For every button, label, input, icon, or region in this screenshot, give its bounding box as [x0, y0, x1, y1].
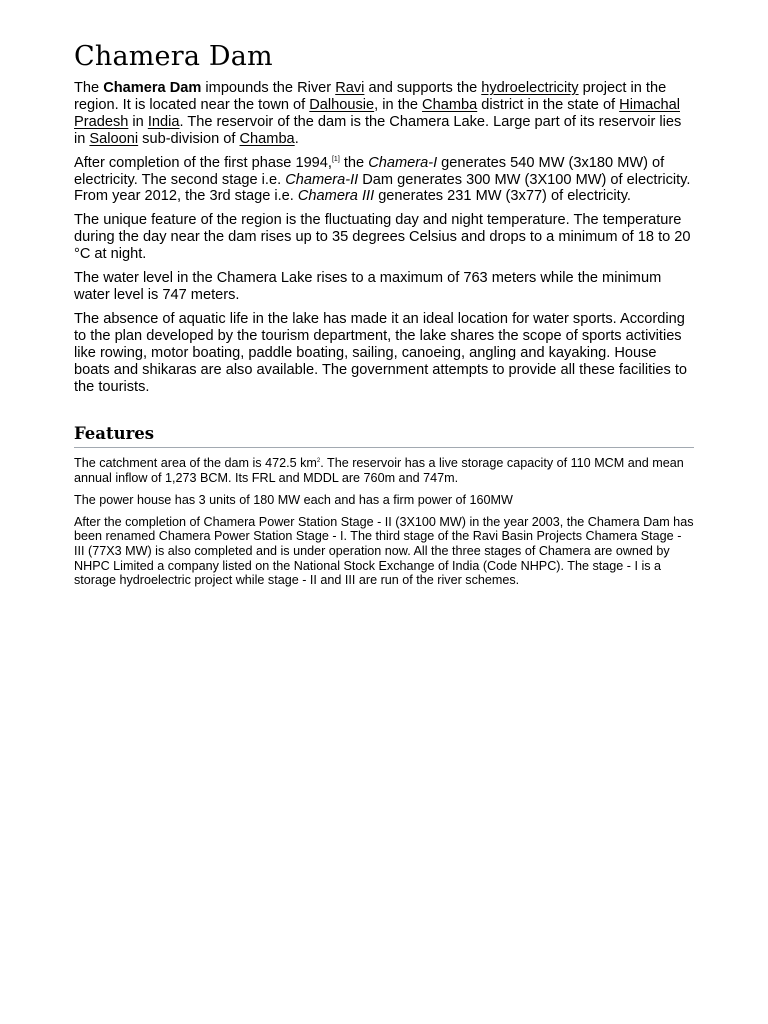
- lead-text: sub-division of: [138, 130, 240, 147]
- lead-text: The: [74, 80, 104, 96]
- features-paragraph-2: The power house has 3 units of 180 MW each and has a firm power of 160MW: [74, 492, 513, 507]
- lead-text: project in the region. It is located near the town of: [74, 80, 667, 113]
- link-salooni[interactable]: Salooni: [89, 130, 139, 147]
- lead-text: Dam generates 300 MW (3X100 MW) of electricity. From year 2012, the 3rd stage i.e.: [74, 171, 691, 205]
- lead-text: generates 540 MW (3x180 MW) of electricity. The second stage i.e.: [74, 154, 665, 188]
- features-text: The catchment area of the dam is 472.5 km: [74, 456, 317, 471]
- lead-text: . The reservoir of the dam is the Chamera Lake. Large part of its reservoir lies in: [74, 113, 682, 147]
- features-heading: Features: [74, 423, 694, 448]
- lead-text: district in the state of: [477, 96, 620, 113]
- features-paragraph-3: After the completion of Chamera Power Station Stage - II (3X100 MW) in the year 2003, the Chamera Dam has been renamed Chamera Power Station Stage - I. The third stage of the Ravi Basin Projects Chamera Stage - III (77X3 MW) is also completed and is under operation now. All the three stages of Chamera are owned by NHPC Limited a company listed on the National Stock Exchange of India (Code NHPC). The stage - I is a storage hydroelectric project while stage - II and III are run of the river schemes.: [74, 514, 694, 588]
- lead-text: impounds the River: [201, 80, 336, 96]
- link-india[interactable]: India: [147, 113, 180, 130]
- lead-text: After completion of the first phase 1994,: [74, 154, 332, 171]
- reference-link[interactable]: [1]: [331, 155, 340, 163]
- page-title: Chamera Dam: [74, 41, 273, 72]
- lead-paragraph-3: The unique feature of the region is the fluctuating day and night temperature. The temperature during the day near the dam rises up to 35 degrees Celsius and drops to a minimum of 18 to 20 °C at night.: [74, 212, 691, 263]
- lead-text: and supports the: [364, 80, 482, 96]
- link-himachal-pradesh[interactable]: Himachal Pradesh: [74, 96, 680, 130]
- lead-paragraph-4: The water level in the Chamera Lake rises to a maximum of 763 meters while the minimum water level is 747 meters.: [74, 270, 662, 303]
- italic-chamera-i: Chamera-I: [368, 154, 438, 171]
- link-ravi[interactable]: Ravi: [335, 80, 365, 96]
- italic-chamera-iii: Chamera III: [297, 188, 375, 205]
- lead-text: in: [128, 113, 148, 130]
- link-chamba[interactable]: Chamba: [422, 96, 478, 113]
- lead-paragraph-1: [74, 80, 694, 148]
- lead-text: generates 231 MW (3x77) of electricity.: [374, 188, 631, 205]
- superscript-unit: 2: [316, 458, 321, 465]
- lead-text: , in the: [374, 96, 423, 113]
- italic-chamera-ii: Chamera-II: [285, 171, 359, 188]
- link-chamba-2[interactable]: Chamba: [239, 130, 295, 147]
- lead-section: [74, 80, 694, 395]
- lead-text: the: [339, 154, 369, 171]
- features-section: [74, 456, 694, 588]
- article-subject-bold: Chamera Dam: [103, 80, 202, 96]
- link-hydroelectricity[interactable]: hydroelectricity: [481, 80, 579, 96]
- features-text: . The reservoir has a live storage capacity of 110 MCM and mean annual inflow of 1,273 BCM. Its FRL and MDDL are 760m and 747m.: [74, 456, 684, 486]
- lead-paragraph-2: [74, 155, 694, 206]
- lead-paragraph-5: The absence of aquatic life in the lake has made it an ideal location for water sports. According to the plan developed by the tourism department, the lake shares the scope of sports activities like rowing, motor boating, paddle boating, sailing, canoeing, angling and kayaking. House boats and shikaras are also available. The government attempts to provide all these facilities to the tourists.: [74, 310, 688, 395]
- features-paragraph-1: [74, 456, 694, 485]
- link-dalhousie[interactable]: Dalhousie: [309, 96, 375, 113]
- lead-text: .: [294, 130, 299, 147]
- article: [74, 40, 694, 588]
